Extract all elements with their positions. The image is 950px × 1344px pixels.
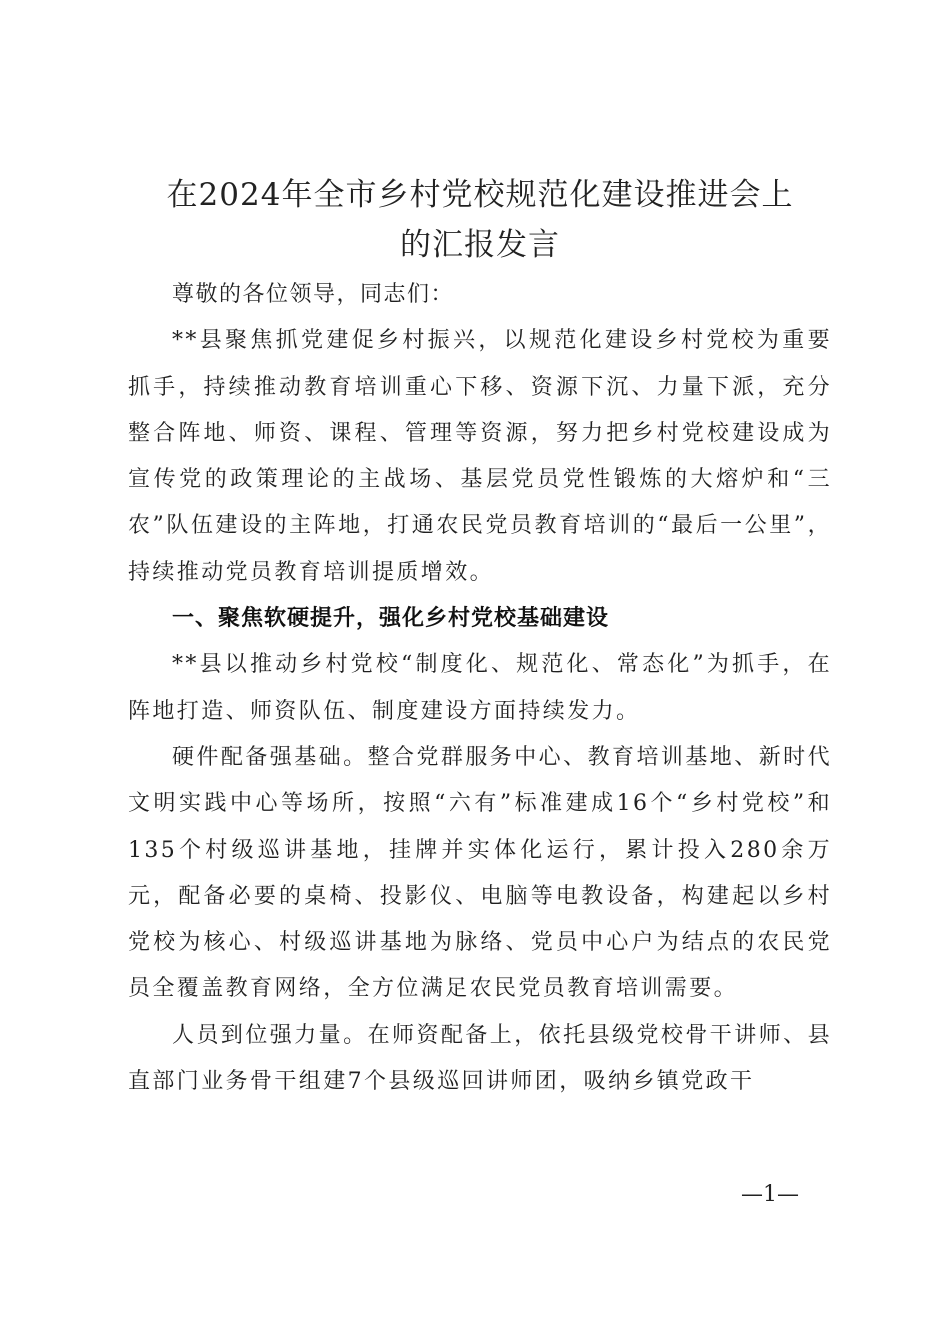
salutation: 尊敬的各位领导，同志们： xyxy=(172,282,455,307)
intro-paragraph: **县聚焦抓党建促乡村振兴，以规范化建设乡村党校为重要抓手，持续推动教育培训重心下移、资源下沉、力量下派，充分整合阵地、师资、课程、管理等资源，努力把乡村党校建设成为宣传党的政策理论的主战场、基层党员党性锻炼的大熔炉和“三农”队伍建设的主阵地，打通农民党员教育培训的“最后一公里”，持续推动党员教育培训提质增效。 xyxy=(128,328,832,585)
document-title xyxy=(128,170,832,270)
title-line-1: 在2024年全市乡村党校规范化建设推进会上 xyxy=(166,177,794,213)
section-paragraph: 人员到位强力量。在师资配备上，依托县级党校骨干讲师、县直部门业务骨干组建7个县级巡回讲师团，吸纳乡镇党政干 xyxy=(128,1022,832,1095)
section-heading-1: 一、聚焦软硬提升，强化乡村党校基础建设 xyxy=(172,606,610,632)
section-paragraph: 硬件配备强基础。整合党群服务中心、教育培训基地、新时代文明实践中心等场所，按照“六有”标准建成16个“乡村党校”和135个村级巡讲基地，挂牌并实体化运行，累计投入280余万元，配备必要的桌椅、投影仪、电脑等电教设备，构建起以乡村党校为核心、村级巡讲基地为脉络、党员中心户为结点的农民党员全覆盖教育网络，全方位满足农民党员教育培训需要。 xyxy=(128,744,832,1002)
title-line-2: 的汇报发言 xyxy=(400,227,560,263)
document-body xyxy=(128,272,832,1105)
section-paragraph: **县以推动乡村党校“制度化、规范化、常态化”为抓手，在阵地打造、师资队伍、制度建设方面持续发力。 xyxy=(128,652,832,724)
page-number: —1— xyxy=(741,1182,799,1207)
